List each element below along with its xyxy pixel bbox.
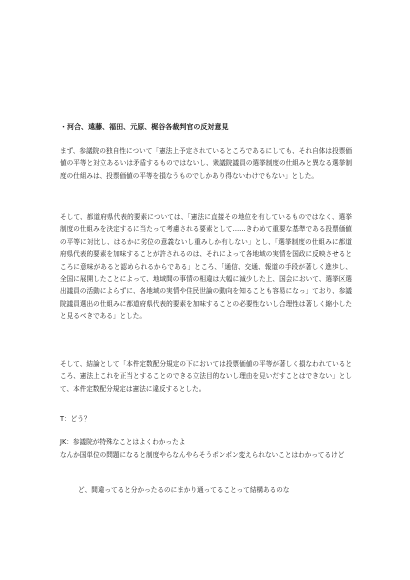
dialogue-line-jk-1: JK：参議院が特殊なことはよくわかったよ — [60, 438, 186, 446]
document-heading: ・河合、遠藤、福田、元原、梶谷各裁判官の反対意見 — [60, 123, 229, 131]
dialogue-line-continued: ど、間違ってると分かったるのにまかり通ってることって結構あるのな — [78, 486, 290, 494]
paragraph-prefecture-representation: そして、都道府県代表的要素については、「憲法に直接その地位を有しているものではなく、選挙制度の仕組みを決定するに当たって考慮される要素として……きわめて重要な基準である投票価値の平等に対比し、はるかに劣位の意義ないし重みしか有しない」とし、「選挙制度の仕組みに都道府県代表的要素を加味することが許されるのは、それによって各地域の実情を国政に反映させるところに意味があると認められるからである」ところ、「通信、交通、報道の手段が著しく進歩し、全国に展開したことによって、地域間の事情の相違は大幅に減少した上、国会において、選挙区選出議員の活動によらずに、各地域の実情や住民世論の動向を知ることも容易になっ」ており、参議院議員選出の仕組みに都道府県代表的要素を加味することの必要性ないし合理性は著しく縮小したと見るべきである」とした。 — [60, 213, 352, 321]
dialogue-line-t: T：どう？ — [60, 415, 91, 423]
paragraph-independence: まず、参議院の独自性について「憲法上予定されているところであるにしても、それ自体は投票価値の平等と対立あるいは矛盾するものではないし、衆議院議員の選挙制度の仕組みと異なる選挙制度の仕組みは、投票価値の平等を損なうものでしかあり得ないわけでもない」とした。 — [60, 147, 352, 180]
dialogue-line-jk-2: なんか国単位の問題になると制度やらなんやらそうポンポン変えられないことはわかってるけど — [60, 451, 345, 459]
paragraph-conclusion: そして、結論として「本件定数配分規定の下においては投票価値の平等が著しく損なわれているところ、憲法上これを正当とすることのできる立法目的ないし理由を見いだすことはできない」として、本件定数配分規定は憲法に違反するとした。 — [60, 360, 352, 393]
